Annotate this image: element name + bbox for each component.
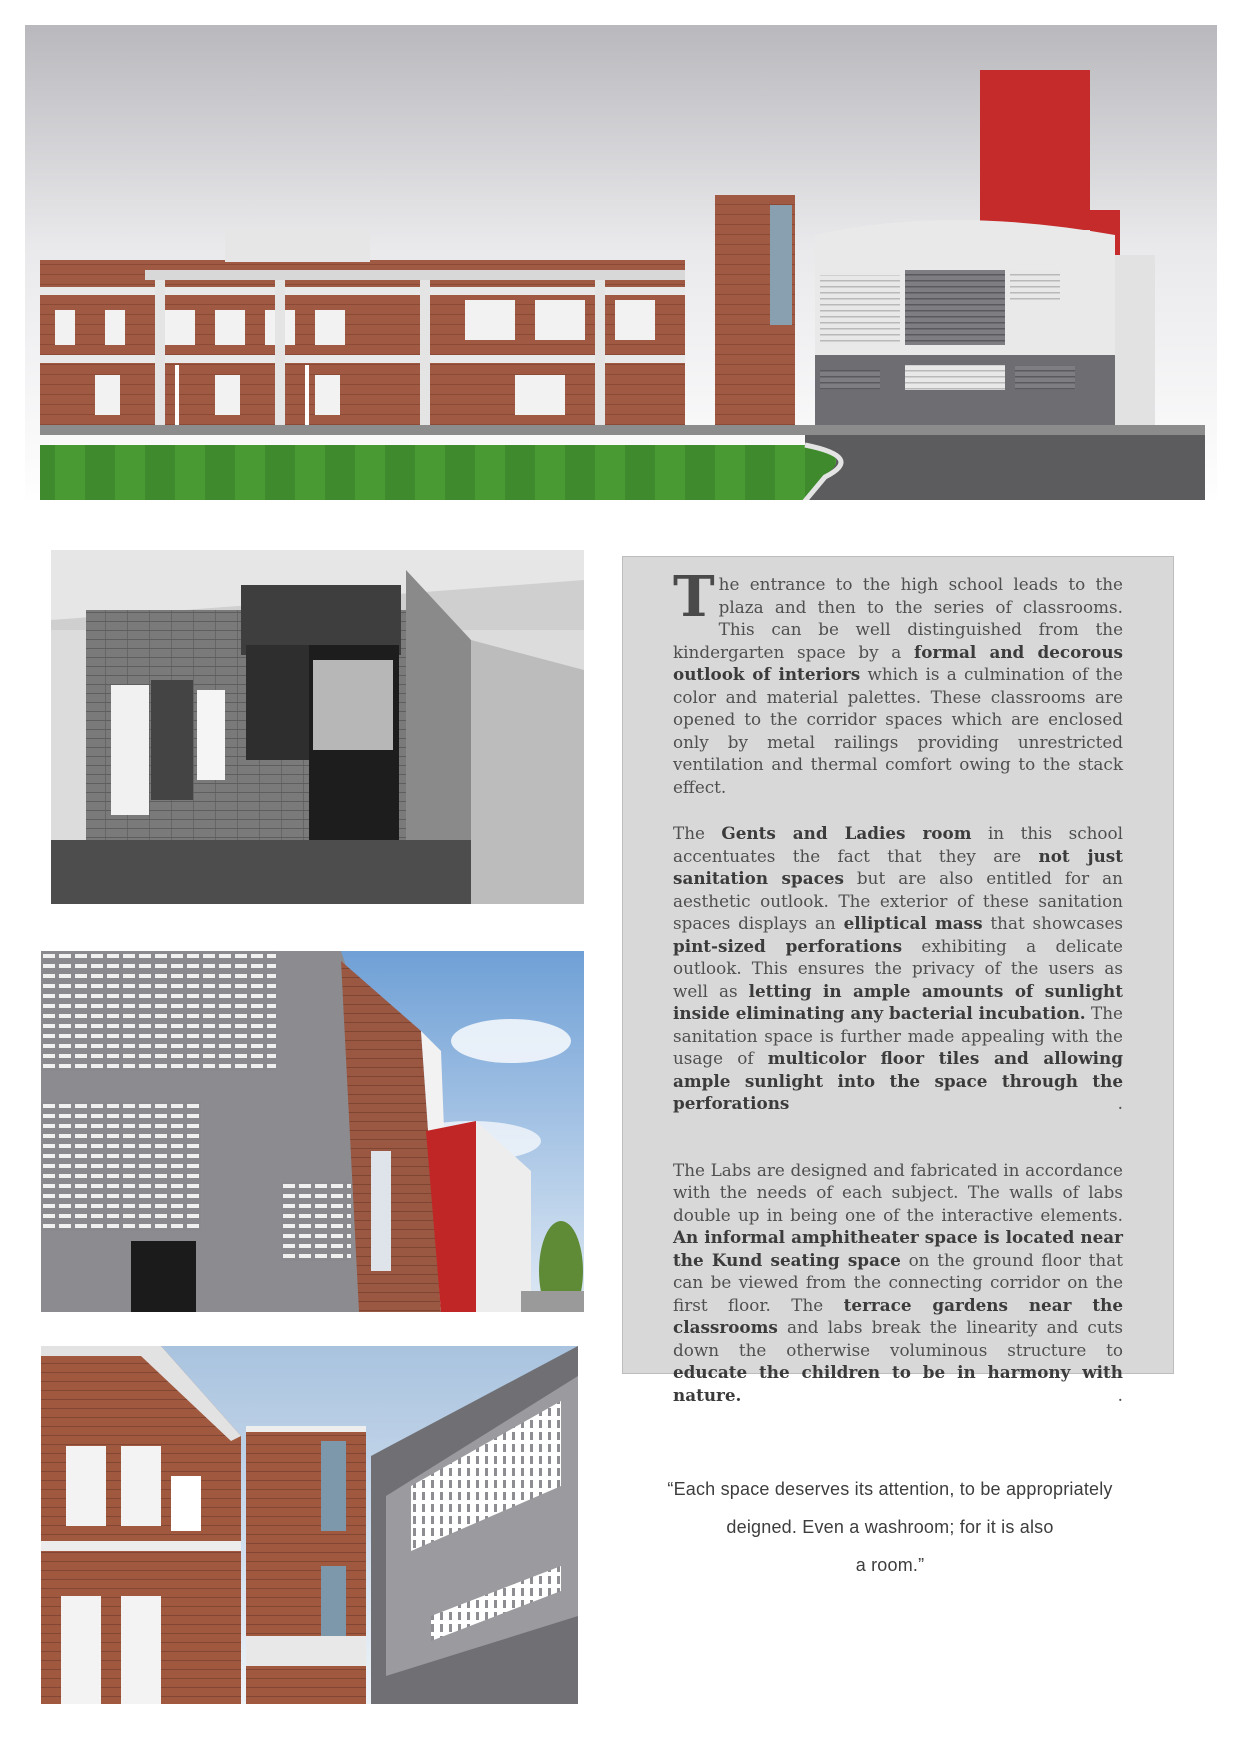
bold-segment: not just sanitation spaces [673, 845, 1124, 888]
text-segment: The [673, 823, 722, 843]
pull-quote [660, 1470, 1120, 1584]
text-segment: but are also entitled for an aesthetic outlook. The exterior of these sanitation spaces displays an [673, 868, 1123, 933]
entrance-photo [51, 550, 584, 904]
bold-segment: educate the children to be in harmony with nature. [673, 1362, 1123, 1405]
bold-segment: elliptical mass [843, 913, 983, 933]
bold-segment: An informal amphitheater space is located near the Kund seating space [673, 1227, 1123, 1270]
text-segment: The Labs are designed and fabricated in accordance with the needs of each subject. The walls of labs double up in being one of the interactive elements. [673, 1159, 1123, 1225]
hero-photo [25, 25, 1217, 513]
text-segment: on the ground floor that can be viewed from the connecting corridor on the first floor. The [673, 1249, 1123, 1315]
drop-cap: T [673, 564, 715, 630]
text-segment: that showcases [982, 913, 1124, 933]
bold-segment: terrace gardens near the classrooms [673, 1294, 1123, 1337]
text-segment: . [741, 1384, 1123, 1405]
text-segment: The sanitation space is further made appealing with the usage of [673, 1003, 1123, 1068]
bold-segment: Gents and Ladies room [721, 823, 972, 843]
elliptical-mass-photo [41, 951, 584, 1312]
quote-line-3: a room.” [855, 1555, 925, 1575]
description-panel [622, 556, 1174, 1405]
bold-segment: formal and decorous outlook of interiors [673, 641, 1123, 684]
paragraph-high-school-entrance [673, 564, 1123, 798]
text-segment: exhibiting a delicate outlook. This ensures the privacy of the users as well as [673, 935, 1123, 1001]
bold-segment: multicolor floor tiles and allowing ample sunlight into the space through the perforations [673, 1048, 1123, 1113]
paragraph-labs [673, 1159, 1123, 1407]
quote-line-2: deigned. Even a washroom; for it is also [726, 1517, 1054, 1537]
text-segment: he entrance to the high school leads to the plaza and then to the series of classrooms. This can be well distinguished from the kindergarten space by a [673, 574, 1123, 662]
text-segment: which is a culmination of the color and material palettes. These classrooms are opened to the corridor spaces which are enclosed only by metal railings providing unrestricted ventilation and thermal comfort owing to the stack effect. [673, 664, 1123, 797]
text-segment: . [789, 1093, 1123, 1113]
bold-segment: pint-sized perforations [673, 935, 903, 956]
quote-line-1: “Each space deserves its attention, to be appropriately [667, 1479, 1113, 1499]
text-segment: in this school accentuates the fact that they are [673, 823, 1123, 866]
corridor-photo [41, 1346, 578, 1704]
paragraph-gents-ladies-room [673, 822, 1123, 1115]
text-segment: and labs break the linearity and cuts down the otherwise voluminous structure to [673, 1317, 1123, 1360]
bold-segment: letting in ample amounts of sunlight inside eliminating any bacterial incubation. [673, 980, 1123, 1023]
